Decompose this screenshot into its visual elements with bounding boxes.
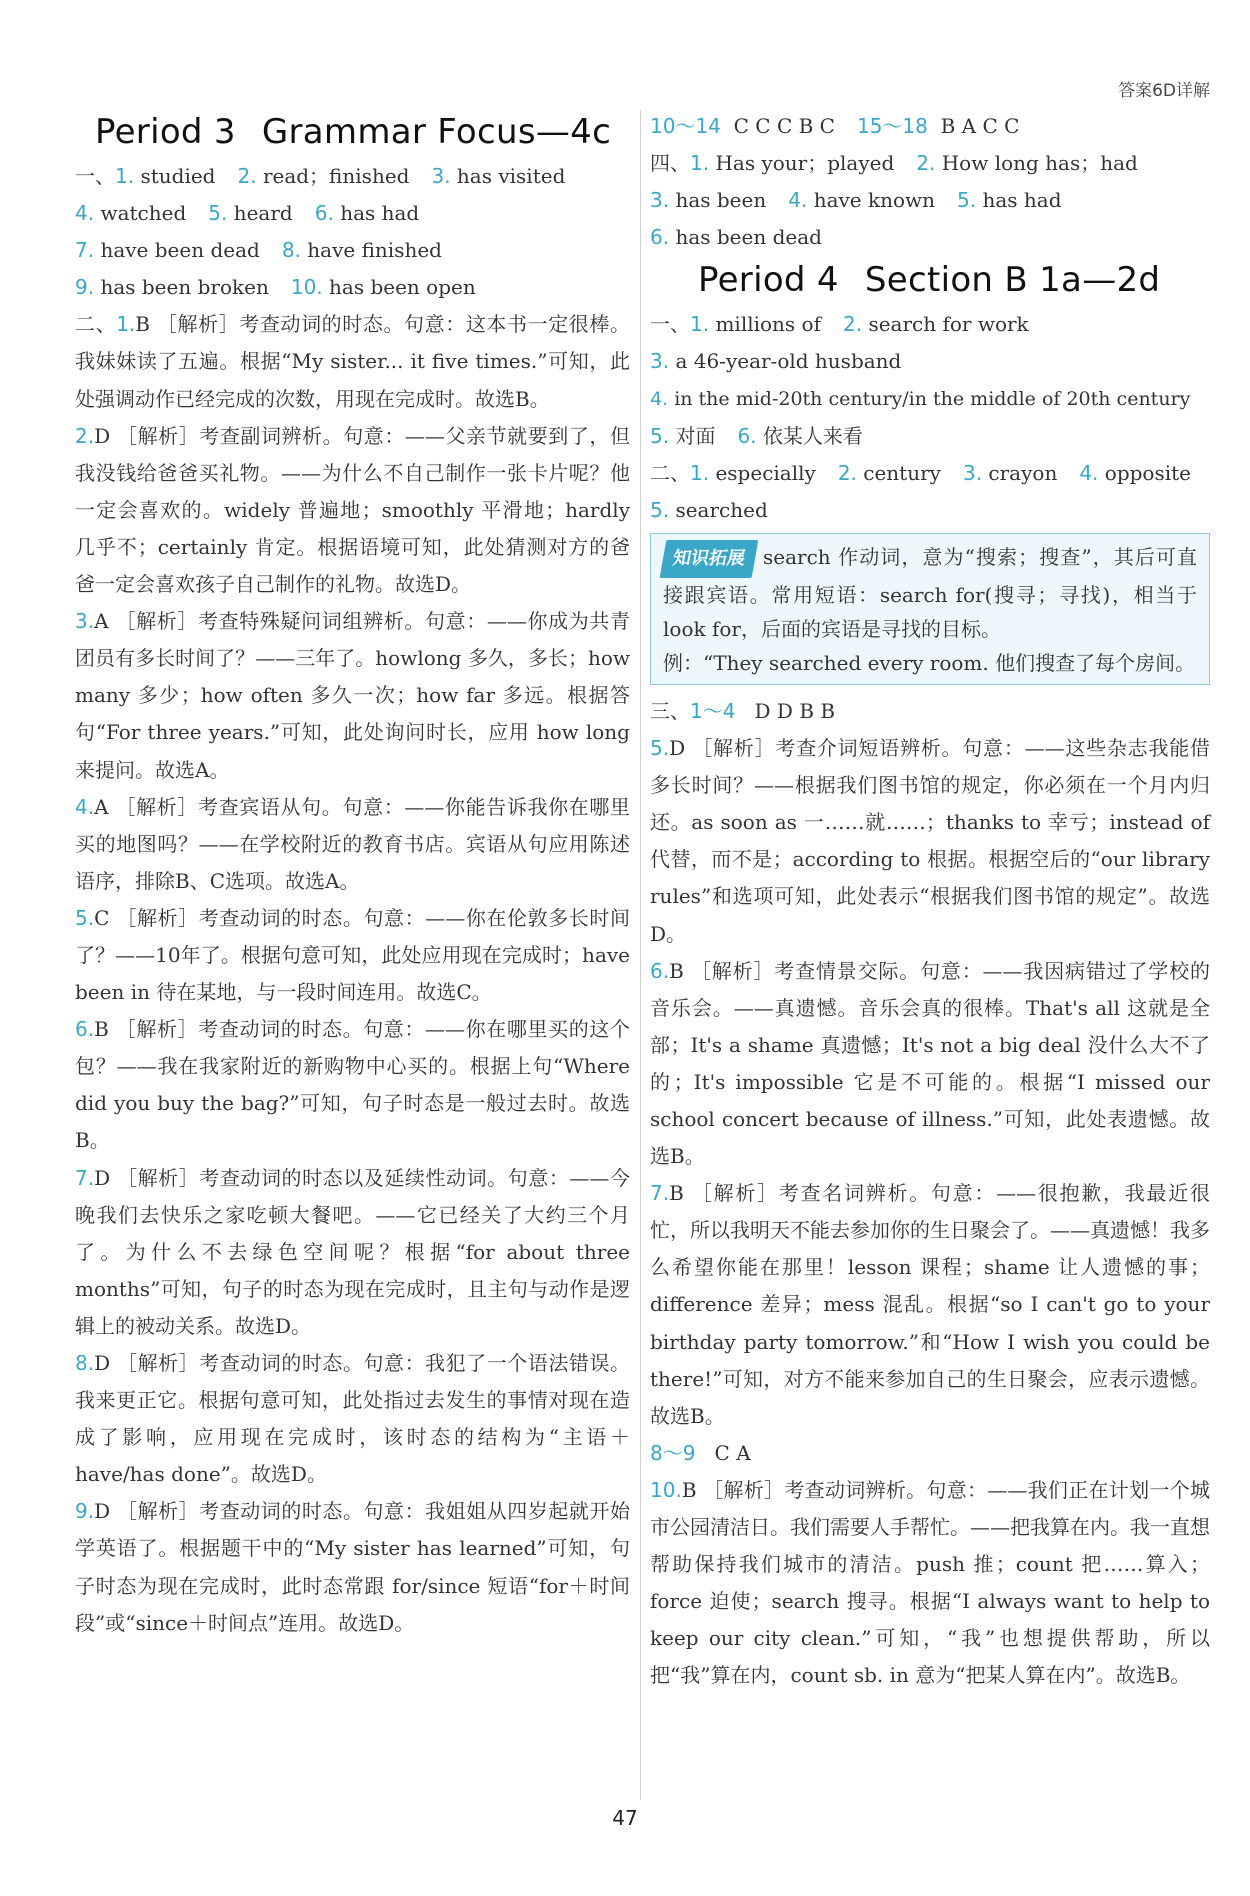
left-column [75, 108, 630, 1642]
answers-8-9: 8～9 C A [650, 1440, 751, 1465]
s1-row2: 4. watched 5. heard 6. has had [75, 201, 420, 226]
left-item-9: 9.D ［解析］考查动词的时态。句意：我姐姐从四岁起就开始学英语了。根据题干中的“My sister has learned”可知，句子时态为现在完成时，此时态常跟 for/since 短语“for＋时间段”或“since＋时间点”连用。故选D。 [75, 1499, 630, 1635]
s1-row4: 9. has been broken 10. has been open [75, 275, 476, 300]
period3-title-b: Grammar Focus—4c [261, 112, 612, 152]
section-label: 一、 [75, 164, 115, 188]
page-header: 答案6D详解 [1118, 81, 1210, 101]
right-column [650, 108, 1210, 1694]
left-item-7: 7.D ［解析］考查动词的时态以及延续性动词。句意：——今晚我们去快乐之家吃顿大餐吧。——它已经关了大约三个月了。为什么不去绿色空间呢？根据“for about three months”可知，句子的时态为现在完成时，且主句与动作是逻辑上的被动关系。故选D。 [75, 1165, 630, 1338]
left-item-6: 6.B ［解析］考查动词的时态。句意：——你在哪里买的这个包？——我在我家附近的新购物中心买的。根据上句“Where did you buy the bag?”可知，句子时态是一般过去时。故选B。 [75, 1017, 630, 1153]
right-item-6: 6.B ［解析］考查情景交际。句意：——我因病错过了学校的音乐会。——真遗憾。音乐会真的很棒。That's all 这就是全部；It's a shame 真遗憾；It's not a big deal 没什么大不了的；It's impossible 它是不可能的。根据“I missed our school concert because of illness.”可知，此处表遗憾。故选B。 [650, 958, 1210, 1169]
right-item-7: 7.B ［解析］考查名词辨析。句意：——很抱歉，我最近很忙，所以我明天不能去参加你的生日聚会了。——真遗憾！我多么希望你能在那里！lesson 课程；shame 让人遗憾的事；difference 差异；mess 混乱。根据“so I can't go to your birthday party tomorrow.”和“How I wish you could be there!”可知，对方不能来参加自己的生日聚会，应表示遗憾。故选B。 [650, 1181, 1210, 1428]
knowledge-extension-box [650, 533, 1210, 685]
s1-row1: 一、1. studied 2. read；finished 3. has visited [75, 164, 566, 188]
p4-s2-row2: 5. searched [650, 497, 768, 522]
left-item-5: 5.C ［解析］考查动词的时态。句意：——你在伦敦多长时间了？——10年了。根据句意可知，此处应用现在完成时；have been in 待在某地，与一段时间连用。故选C。 [75, 905, 630, 1005]
box-text: 知识拓展 search 作动词，意为“搜索；搜查”，其后可直接跟宾语。常用短语：search for(搜寻；寻找)，相当于 look for，后面的宾语是寻找的目标。 [663, 540, 1197, 646]
p4-s1-row1: 一、1. millions of 2. search for work [650, 312, 1029, 337]
left-item-8: 8.D ［解析］考查动词的时态。句意：我犯了一个语法错误。我来更正它。根据句意可知，此处指过去发生的事情对现在造成了影响，应用现在完成时，该时态的结构为“主语＋have/has done”。故选D。 [75, 1351, 630, 1487]
column-divider [640, 110, 641, 1800]
mc-answers-10-18: 10～14 C C C B C 15～18 B A C C [650, 114, 1020, 138]
s1-row3: 7. have been dead 8. have finished [75, 238, 442, 263]
period3-title [95, 112, 630, 152]
p4-s1-row4: 5. 对面 6. 依某人来看 [650, 423, 863, 448]
left-item-4: 4.A ［解析］考查宾语从句。句意：——你能告诉我你在哪里买的地图吗？——在学校附近的教育书店。宾语从句应用陈述语序，排除B、C选项。故选A。 [75, 794, 630, 893]
p4-s3-row: 三、1～4 D D B B [650, 698, 836, 723]
right-item-5: 5.D ［解析］考查介词短语辨析。句意：——这些杂志我能借多长时间？——根据我们图书馆的规定，你必须在一个月内归还。as soon as 一……就……；thanks to 幸亏；instead of 代替，而不是；according to 根据。根据空后的“our library rules”和选项可知，此处表示“根据我们图书馆的规定”。故选D。 [650, 736, 1210, 946]
p4-s1-row3: 4. in the mid-20th century/in the middle of 20th century [650, 387, 1191, 410]
period4-title: Period 4 Section B 1a—2d [698, 260, 1161, 301]
left-item-3: 3.A ［解析］考查特殊疑问词组辨析。句意：——你成为共青团员有多长时间了？——三年了。howlong 多久，多长；how many 多少；how often 多久一次；how far 多远。根据答句“For three years.”可知，此处询问时长，应用 how long 来提问。故选A。 [75, 609, 630, 782]
s4-row2: 3. has been 4. have known 5. has had [650, 188, 1062, 213]
knowledge-badge: 知识拓展 [660, 540, 759, 578]
right-item-10: 10.B ［解析］考查动词辨析。句意：——我们正在计划一个城市公园清洁日。我们需要人手帮忙。——把我算在内。我一直想帮助保持我们城市的清洁。push 推；count 把……算入；force 迫使；search 搜寻。根据“I always want to help to keep our city clean.”可知，“我”也想提供帮助，所以把“我”算在内，count sb. in 意为“把某人算在内”。故选B。 [650, 1477, 1210, 1688]
p4-s2-row1: 二、1. especially 2. century 3. crayon 4. opposite [650, 460, 1192, 485]
left-item-1: 二、1.B ［解析］考查动词的时态。句意：这本书一定很棒。我妹妹读了五遍。根据“My sister... it five times.”可知，此处强调动作已经完成的次数，用现在完成时。故选B。 [75, 312, 630, 411]
box-example: 例：“They searched every room. 他们搜查了每个房间。 [663, 650, 1196, 675]
page-number: 47 [612, 1806, 638, 1830]
p4-s1-row2: 3. a 46-year-old husband [650, 349, 902, 374]
s4-row3: 6. has been dead [650, 225, 822, 250]
period3-title-a: Period 3 [95, 112, 236, 152]
left-item-2: 2.D ［解析］考查副词辨析。句意：——父亲节就要到了，但我没钱给爸爸买礼物。——为什么不自己制作一张卡片呢？他一定会喜欢的。widely 普遍地；smoothly 平滑地；hardly 几乎不；certainly 肯定。根据语境可知，此处猜测对方的爸爸一定会喜欢孩子自己制作的礼物。故选D。 [75, 423, 630, 597]
s4-row1: 四、1. Has your；played 2. How long has；had [650, 151, 1138, 176]
